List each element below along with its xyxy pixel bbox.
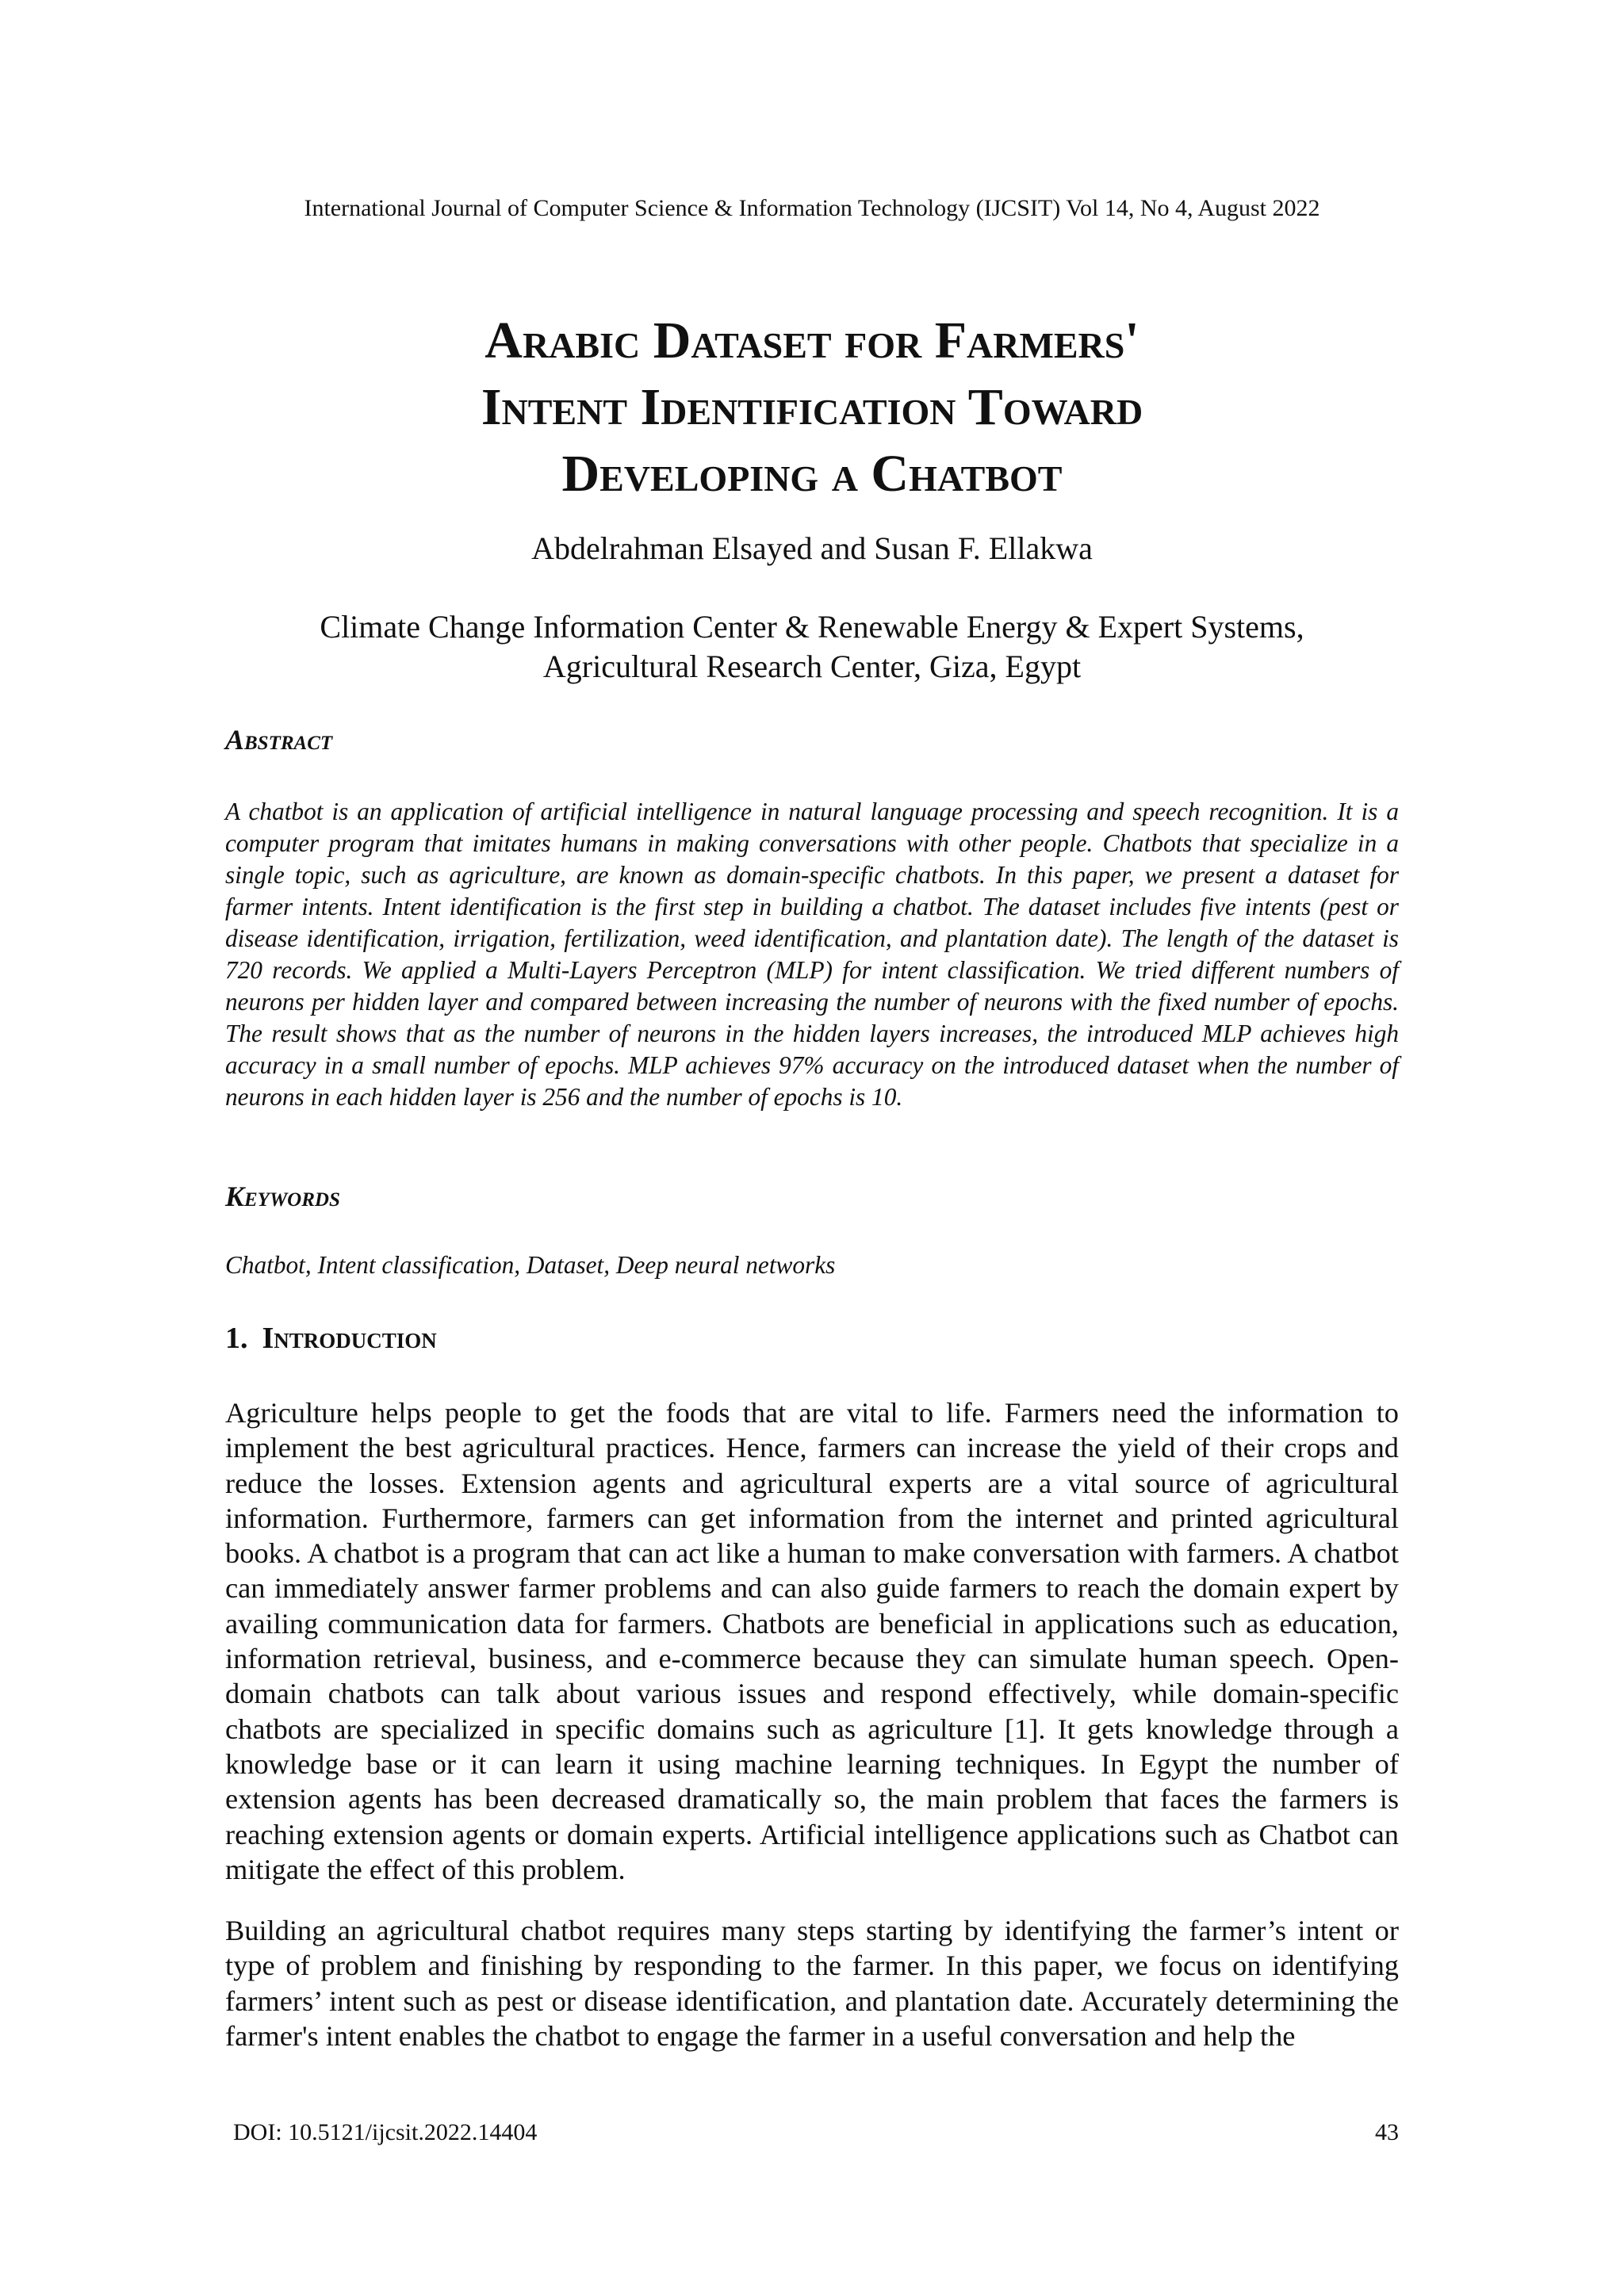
section-number: 1. bbox=[225, 1322, 248, 1355]
doi: DOI: 10.5121/ijcsit.2022.14404 bbox=[233, 2119, 538, 2145]
abstract-text: A chatbot is an application of artificial intelligence in natural language processing and speech recognition. It is a computer program that imitates humans in making conversations with other people. Chatbots that specialize in a single topic, such as agriculture, are known as domain-specific chatbots. In this paper, we present a dataset for farmer intents. Intent identification is the first step in building a chatbot. The dataset includes five intents (pest or disease identification, irrigation, fertilization, weed identification, and plantation date). The length of the dataset is 720 records. We applied a Multi-Layers Perceptron (MLP) for intent classification. We tried different numbers of neurons per hidden layer and compared between increasing the number of neurons with the fixed number of epochs. The result shows that as the number of neurons in the hidden layers increases, the introduced MLP achieves high accuracy in a small number of epochs. MLP achieves 97% accuracy on the introduced dataset when the number of neurons in each hidden layer is 256 and the number of epochs is 10. bbox=[225, 798, 1399, 1111]
body-paragraph: Agriculture helps people to get the foods that are vital to life. Farmers need the information to implement the best agricultural practices. Hence, farmers can increase the yield of their crops and reduce the losses. Extension agents and agricultural experts are a vital source of agricultural information. Furthermore, farmers can get information from the internet and printed agricultural books. A chatbot is a program that can act like a human to make conversation with farmers. A chatbot can immediately answer farmer problems and can also guide farmers to reach the domain expert by availing communication data for farmers. Chatbots are beneficial in applications such as education, information retrieval, business, and e-commerce because they can simulate human speech. Open-domain chatbots can talk about various issues and respond effectively, while domain-specific chatbots are specialized in specific domains such as agriculture [1]. It gets knowledge through a knowledge base or it can learn it using machine learning techniques. In Egypt the number of extension agents has been decreased dramatically so, the main problem that faces the farmers is reaching extension agents or domain experts. Artificial intelligence applications such as Chatbot can mitigate the effect of this problem. bbox=[225, 1397, 1399, 1885]
affiliation-line: Agricultural Research Center, Giza, Egypt bbox=[542, 649, 1082, 684]
introduction-heading bbox=[225, 1321, 437, 1356]
running-header: International Journal of Computer Science & Information Technology (IJCSIT) Vol 14, No 4, August 2022 bbox=[304, 195, 1320, 221]
section-name: Introduction bbox=[262, 1322, 437, 1355]
authors: Abdelrahman Elsayed and Susan F. Ellakwa bbox=[531, 530, 1093, 566]
affiliation bbox=[0, 607, 1624, 687]
keywords-text: Chatbot, Intent classification, Dataset, Deep neural networks bbox=[225, 1251, 836, 1279]
keywords-heading: Keywords bbox=[225, 1181, 340, 1212]
page-number: 43 bbox=[1375, 2119, 1399, 2145]
body-paragraph: Building an agricultural chatbot requires many steps starting by identifying the farmer’s intent or type of problem and finishing by responding to the farmer. In this paper, we focus on identifying farmers’ intent such as pest or disease identification, and plantation date. Accurately determining the farmer's intent enables the chatbot to engage the farmer in a useful conversation and help the bbox=[225, 1915, 1399, 2052]
affiliation-line: Climate Change Information Center & Renewable Energy & Expert Systems, bbox=[320, 609, 1304, 645]
title-line: Intent Identification Toward bbox=[481, 378, 1143, 436]
title-line: Developing a Chatbot bbox=[561, 445, 1063, 503]
abstract-heading: Abstract bbox=[225, 724, 333, 756]
title-line: Arabic Dataset for Farmers' bbox=[485, 312, 1139, 369]
paper-title bbox=[0, 308, 1624, 507]
